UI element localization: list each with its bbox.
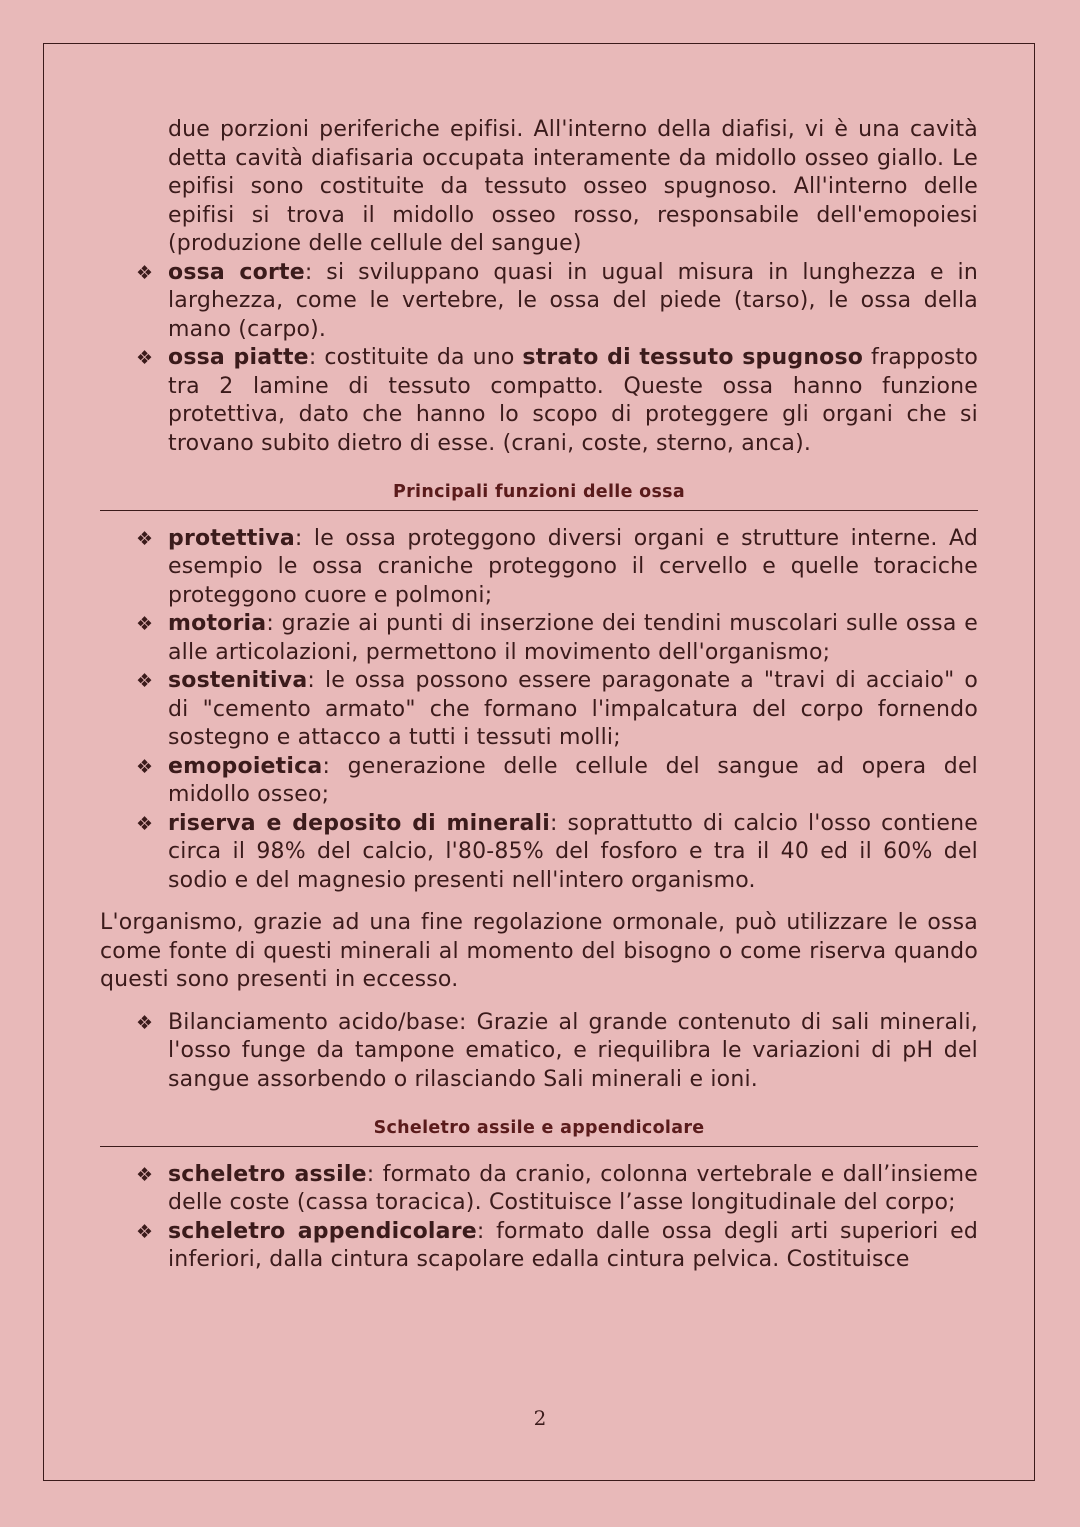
list-item bbox=[100, 344, 978, 458]
diamond-bullet-icon: ❖ bbox=[136, 1163, 154, 1186]
item-term: sostenitiva bbox=[168, 668, 308, 693]
acid-base-list bbox=[100, 1009, 978, 1095]
item-term: scheletro appendicolare bbox=[168, 1218, 477, 1244]
item-text: : le ossa possono essere paragonate a "travi di acciaio" o di "cemento armato" che formano l'impalcatura del corpo fornendo sostegno e attacco a tutti i tessuti molli; bbox=[168, 668, 978, 750]
item-term: motoria bbox=[168, 611, 267, 636]
item-term: riserva e deposito di minerali bbox=[168, 810, 550, 836]
item-text: : costituite da uno bbox=[308, 345, 523, 370]
item-term: protettiva bbox=[168, 525, 295, 551]
item-text: : generazione delle cellule del sangue ad opera del midollo osseo; bbox=[168, 753, 978, 807]
page-content bbox=[100, 116, 978, 1275]
item-text: : formato dalle ossa degli arti superiori ed inferiori, dalla cintura scapolare edalla cintura pelvica. Costituisce bbox=[168, 1218, 979, 1272]
item-text: : formato da cranio, colonna vertebrale e dall’insieme delle coste (cassa toracica). Costituisce l’asse longitudinale del corpo; bbox=[168, 1161, 979, 1215]
list-item bbox=[100, 1161, 978, 1218]
diamond-bullet-icon: ❖ bbox=[136, 812, 154, 835]
intro-paragraph: due porzioni periferiche epifisi. All'interno della diafisi, vi è una cavità detta cavità diafisaria occupata interamente da midollo osseo giallo. Le epifisi sono costituite da tessuto osseo spugnoso. All'interno delle epifisi si trova il midollo osseo rosso, responsabile dell'emopoiesi (produzione delle cellule del sangue) bbox=[168, 117, 978, 256]
diamond-bullet-icon: ❖ bbox=[136, 755, 154, 778]
item-term: ossa corte bbox=[168, 259, 305, 285]
diamond-bullet-icon: ❖ bbox=[136, 1011, 154, 1034]
item-text: : grazie ai punti di inserzione dei tendini muscolari sulle ossa e alle articolazioni, permettono il movimento dell'organismo; bbox=[168, 611, 978, 665]
functions-list bbox=[100, 525, 978, 896]
diamond-bullet-icon: ❖ bbox=[136, 1220, 154, 1243]
skeleton-list bbox=[100, 1161, 978, 1275]
item-text: Bilanciamento acido/base: Grazie al grande contenuto di sali minerali, l'osso funge da tampone ematico, e riequilibra le variazioni di pH del sangue assorbendo o rilasciando Sali minerali e ioni. bbox=[168, 1009, 978, 1092]
list-item bbox=[100, 810, 978, 896]
item-text: : soprattutto di calcio l'osso contiene circa il 98% del calcio, l'80-85% del fosforo e tra il 40 ed il 60% del sodio e del magnesio presenti nell'intero organismo. bbox=[168, 810, 978, 893]
list-item bbox=[100, 525, 978, 611]
minerals-paragraph: L'organismo, grazie ad una fine regolazione ormonale, può utilizzare le ossa come fonte di questi minerali al momento del bisogno o come riserva quando questi sono presenti in eccesso. bbox=[100, 910, 978, 992]
item-text: : le ossa proteggono diversi organi e strutture interne. Ad esempio le ossa craniche proteggono il cervello e quelle toraciche proteggono cuore e polmoni; bbox=[168, 525, 978, 608]
section-title-functions: Principali funzioni delle ossa bbox=[100, 478, 978, 511]
diamond-bullet-icon: ❖ bbox=[136, 670, 154, 692]
item-term: scheletro assile bbox=[168, 1161, 367, 1187]
list-item bbox=[100, 753, 978, 810]
list-item bbox=[100, 1218, 978, 1275]
item-text: frapposto tra 2 lamine di tessuto compatto. Queste ossa hanno funzione protettiva, dato che hanno lo scopo di proteggere gli organi che si trovano subito dietro di esse. (crani, coste, sterno, anca). bbox=[168, 345, 979, 456]
list-item bbox=[100, 1009, 978, 1095]
diamond-bullet-icon: ❖ bbox=[136, 261, 154, 284]
item-term: emopoietica bbox=[168, 753, 323, 779]
item-term-emphasis: strato di tessuto spugnoso bbox=[522, 345, 864, 370]
diamond-bullet-icon: ❖ bbox=[136, 527, 154, 550]
diamond-bullet-icon: ❖ bbox=[136, 347, 154, 369]
list-item bbox=[100, 610, 978, 667]
list-item bbox=[100, 259, 978, 345]
diamond-bullet-icon: ❖ bbox=[136, 613, 154, 635]
list-item bbox=[100, 667, 978, 753]
item-term: ossa piatte bbox=[168, 345, 309, 370]
item-text: : si sviluppano quasi in ugual misura in lunghezza e in larghezza, come le vertebre, le ossa del piede (tarso), le ossa della mano (carpo). bbox=[168, 259, 978, 342]
page-number: 2 bbox=[533, 1406, 547, 1430]
section-title-skeleton: Scheletro assile e appendicolare bbox=[100, 1114, 978, 1147]
bone-types-list bbox=[100, 259, 978, 459]
